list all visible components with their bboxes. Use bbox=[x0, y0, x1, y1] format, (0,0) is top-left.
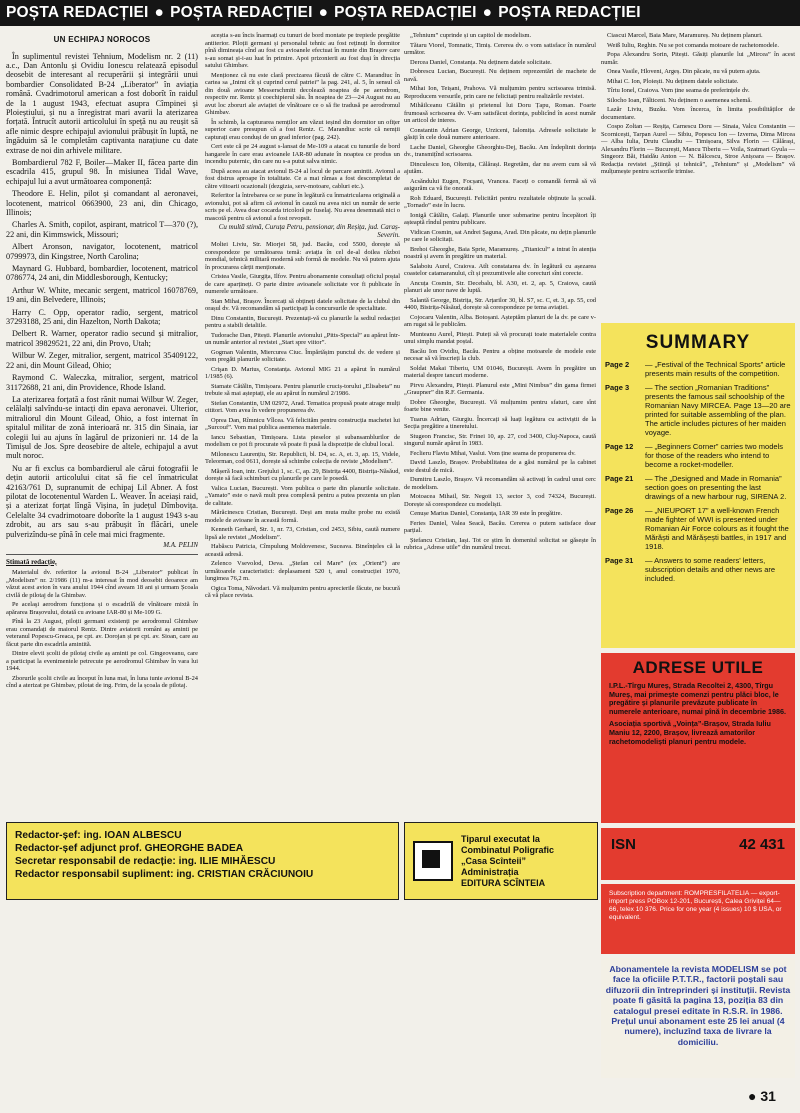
summary-page: Page 26 bbox=[605, 506, 634, 515]
reply-item: Zelenco Vsevolod, Deva. „Ștefan cel Mare” (ex „Orient”) are următoarele caracteristici: deplasament 520 t, anul construcției 1970, lungimea 76,2 m. bbox=[205, 560, 400, 582]
article-paragraph: Raymond C. Waleczka, mitralior, sergent, matricol 31172688, 21 ani, din Providence, Rhode Island. bbox=[6, 373, 198, 392]
article-body bbox=[6, 52, 198, 540]
reply-item: Ancuța Cosmin, Str. Decebalu, bl. A30, et. 2, ap. 5, Craiova, caută planuri ale unor nave de luptă. bbox=[404, 279, 596, 294]
printing-line: „Casa Scînteii” bbox=[461, 855, 527, 866]
reply-item: Munteanu Aurel, Pitești. Puteți să vă procurați toate materialele contra unui simplu mandat poștal. bbox=[404, 330, 596, 345]
article-paragraph: Wilbur W. Zeger, mitralior, sergent, matricol 35409122, 22 ani, din Mount Gilead, Ohio; bbox=[6, 351, 198, 370]
article-paragraph: Maynard G. Hubbard, bombardier, locotenent, matricol 0786774, 24 ani, din Middlesborough, Kentucky; bbox=[6, 264, 198, 283]
subscription-text: Subscription department: ROMPRESFILATELIA — export-import press POBox 12-201, București, Calea Griviței 64—66, telex 10 376. Price for one year (4 issues) 10 $ USA, or equivalent. bbox=[609, 890, 782, 921]
summary-item bbox=[605, 442, 791, 469]
letter-paragraph: Referitor la întrebarea ce se pune în legătură cu înmatricularea originală a avionului, pot să afirm că avionul în cauză nu avea nici un număr de serie scris pe el. Avea doar cocarda tricoloră pe fuselaj. Nu avea desemnată nici o mascotă pentru că avionul a fost revopsit. bbox=[205, 192, 400, 222]
printing-line: EDITURA SCÎNTEIA bbox=[461, 877, 546, 888]
reply-item: Stefan Constantin, UM 02972, Arad. Tematica propusă poate atrage mulți cititori. Vom avea în vedere propunerea dv. bbox=[205, 399, 400, 414]
page-number: ● 31 bbox=[748, 1088, 776, 1104]
reply-item: Dinculescu Ion, Oltenița, Călărași. Regretăm, dar nu avem cum să vă ajutăm. bbox=[404, 160, 596, 175]
reply-item: Kenneth Gerhard, Str. 1, nr. 73, Cristian, cod 2453, Sibiu, caută numere lipsă ale revistei „Modelism”. bbox=[205, 526, 400, 541]
credit-line: Redactor-șef adjunct prof. GHEORGHE BADEA bbox=[15, 843, 244, 854]
summary-box bbox=[601, 323, 795, 648]
reply-item: David Laszlo, Brașov. Probabilitatea de a găsi numărul pe la cabinet este destul de mică. bbox=[404, 459, 596, 474]
reply-item: Dobre Gheorghe, București. Vă mulțumim pentru sfaturi, care sînt foarte bine venite. bbox=[404, 398, 596, 413]
letter-paragraph: După aceea au atacat avionul B-24 al locul de parcare amintit. Avionul a fost distrus aproape în totalitate. Ce a mai rămas a fost descompletat de către viitoarii ocazionali (dezgizia, serv-motoare, cabluri etc.). bbox=[205, 167, 400, 190]
reply-item: Stan Mihai, Brașov. Încercați să obțineți datele solicitate de la clubul din orașul dv. Vă recomandăm să participați la concursurile de specialitate. bbox=[205, 297, 400, 312]
banner-text-2: POȘTA REDACȚIEI bbox=[170, 4, 313, 21]
article-paragraph: Theodore E. Helin, pilot și comandant al aeronavei, locotenent, matricol 0663900, 23 ani, din Chicago, Illinois; bbox=[6, 189, 198, 217]
letter-signature: Cu multă stimă, Curuța Petru, pensionar, din Reșița, jud. Caraș-Severin. bbox=[218, 223, 400, 239]
abonamente-text: Abonamentele la revista MODELISM se pot face la oficiile P.T.T.R., factorii poștali sau difuzorii din întreprinderi și instituții. Revista poate fi găsită la pagina 13, poziția 83 din catalogul presei editate în R.S.R. în 1986. Prețul unui abonament este 25 lei anual (4 numere), incluzînd taxa de livrare la domiciliu. bbox=[605, 964, 791, 1047]
reply-item: Tuarus Adrian, Giurgiu. Încercați să luați legătura cu activiștii de la Secția pregătire a tineretului. bbox=[404, 415, 596, 430]
reply-item: Mihai C. Ion, Ploiești. Nu deținem datele solicitate. bbox=[607, 77, 739, 85]
letter-paragraph: Pînă la 23 August, piloții germani existenți pe aerodromul Ghimbav erau comandați de maiorul Rentz. Dintre aviatorii români aș aminti pe veteranul Popescu-Greaca, pe cpt. av. Dorojan și pe cpt. av. Sioan, care au făcut parte din escadrila amintită. bbox=[6, 618, 198, 648]
column-article bbox=[6, 32, 198, 817]
summary-text: — „Beginners Corner” carries two models for those of the readers who intend to become a rocket-modeller. bbox=[645, 442, 783, 469]
summary-title: SUMMARY bbox=[645, 332, 751, 353]
article-paragraph: În suplimentul revistei Tehnium, Modelism nr. 2 (11) a.c., Dan Antonlu și Ovidiu Ionescu relatează episodul deosebit de interesant al recuperării și integrării unui bombardier Consolidated B-24 „Liberator” în aviația română. Cvadrimotorul american a fost doborît în raidul de la 1 august 1943, efectuat asupra Cîmpinei și Ploieștiului, și nu a înregistrat mari avarii la aterizarea forțată. Întrucît autorii articolului în speță nu au reușit să afle nimic despre echipajul avionului prăbușit în luptă, ne îngăduim să le completăm captivanta narațiune cu date extrase de noi din arhivele militare. bbox=[6, 51, 198, 155]
reply-item: Silocho Ioan, Fălticeni. Nu deținem o asemenea schemă. bbox=[607, 96, 752, 104]
page-number-value: 31 bbox=[760, 1088, 776, 1104]
editorial-credits bbox=[6, 822, 399, 900]
reply-item: Dobrescu Lucian, București. Nu deținem reprezentări de machete de navă. bbox=[404, 68, 596, 83]
banner-text-3: POȘTA REDACȚIEI bbox=[334, 4, 477, 21]
reply-item: Cojocaru Valentin, Alba. Botoșani. Așteptăm planuri de la dv. pe care v-am rugat să le publicăm. bbox=[404, 313, 596, 328]
reply-item: Lache Daniel, Gheorghe Gheorghiu-Dej, Bacău. Am îndeplinit dorința dv., transmițînd scrisoarea. bbox=[404, 143, 596, 158]
reply-item: Valica Lucian, București. Vom publica o parte din planurile solicitate. „Yamato” este o navă mult prea complexă pentru a putea prezenta un plan de calitate. bbox=[205, 484, 400, 507]
reply-item: Bacău Ion Ovidiu, Bacău. Pentru a obține motoarele de modele este necesar să vă înscrieți la club. bbox=[404, 347, 596, 362]
summary-page: Page 21 bbox=[605, 474, 634, 483]
issn-number: 42 431 bbox=[739, 836, 785, 853]
reply-item: Crişan D. Marius, Constanța. Avionul MIG 21 a apărut în numărul 1/1985 (6). bbox=[205, 365, 400, 380]
reply-item: Iancu Sebastian, Timișoara. Lista pieselor și subansamblurilor de modelism ce pot fi procurate vă poate fi pusă la dispoziție de clubul local. bbox=[205, 433, 400, 448]
reply-item: Tătaru Viorel, Tomnatic, Timiș. Cererea dv. o vom satisface în numărul următor. bbox=[404, 41, 596, 56]
summary-page: Page 31 bbox=[605, 556, 634, 565]
article-paragraph: Charles A. Smith, copilot, aspirant, matricol T—370 (?), 22 ani, din Kimmswick, Missouri; bbox=[6, 220, 198, 239]
reply-item: Gogman Valentin, Miercurea Ciuc. Împărtășim punctul dv. de vedere și vom pregăti planurile solicitate. bbox=[205, 348, 400, 363]
adrese-utile-box bbox=[601, 653, 795, 823]
adrese-title: ADRESE UTILE bbox=[632, 658, 764, 677]
printing-line: Administrația bbox=[461, 866, 519, 877]
article-paragraph: Bombardierul 782 F, Boiler—Maker II, făcea parte din escadrila 415, grupul 98. În misiunea Tidal Wave, echipajul lui a avut următoarea componență: bbox=[6, 157, 198, 186]
letter-paragraph: În schimb, la capturarea nemților am văzut ieșind din dormitor un ofițer superior care presupun că a fost Rentz. C. Marandiuc scrie că nemții capturați erau conduși de un grad inferior (pag. 242). bbox=[205, 118, 400, 141]
reply-item: Moltei Liviu, Str. Miorjei 58, jud. Bacău, cod 5500, dorește să corespondeze pe următoarea temă: aviația în cel de-al doilea război mondial, tehnică militară modernă sub formă de modele. Nu vă putem ajuta în procurarea cărții menționate. bbox=[205, 241, 400, 271]
reply-item: Roh Eduard, București. Felicitări pentru rezultatele obținute la școală. „Tornado” este în lucru. bbox=[404, 194, 596, 209]
summary-page: Page 12 bbox=[605, 442, 634, 451]
credit-line: Redactor-șef: ing. IOAN ALBESCU bbox=[15, 830, 182, 841]
reply-item: Feclieru Flaviu Mihai, Vaslui. Vom ține seama de propunerea dv. bbox=[410, 449, 576, 457]
reply-item: Dercea Daniel, Constanța. Nu deținem datele solicitate. bbox=[410, 58, 552, 66]
article-paragraph: Albert Aronson, navigator, locotenent, matricol 0799973, din Kingstree, North Carolina; bbox=[6, 242, 198, 261]
column-letters-4 bbox=[601, 32, 795, 350]
banner-header bbox=[0, 0, 800, 26]
summary-text: — Answers to some readers' letters, subscription details and other news are included. bbox=[645, 556, 776, 583]
adrese-body: I.P.L.-Tîrgu Mureș, Strada Recoltei 2, 4300, Tîrgu Mureș, mai primește comenzi pentru plăci bloc, le pregătire și planurile prevăzute publicate în numerele anterioare, numai pînă în decembrie 1986. bbox=[609, 681, 786, 716]
reply-item: Dumitru Laszlo, Brașov. Vă recomandăm să activați în cadrul unui cerc de modelism. bbox=[404, 476, 596, 491]
summary-text: — The „Designed and Made in Romania” section goes on presenting the last drawings of a new harbour rug, SIRENA 2. bbox=[645, 474, 787, 501]
reply-item: Cristea Vasile, Giurgița, Ilfov. Pentru abonamente consultați oficiul poștal de care aparțineți. O parte dintre avioanele solicitate vor fi publicate în numerele următoare. bbox=[205, 273, 400, 295]
reply-item: Ștefancu Cristian, Iași. Tot ce știm în domeniul solicitat se găsește în rubrica „Adrese utile” din numărul trecut. bbox=[404, 536, 596, 551]
summary-list bbox=[605, 360, 791, 583]
reply-item: Ogica Toma, Năvodari. Vă mulțumim pentru aprecierile făcute, ne bucură că vă place revista. bbox=[205, 584, 400, 599]
subscription-box bbox=[601, 884, 795, 954]
article-paragraph: Nu ar fi exclus ca bombardierul ale cărui fotografii le dețin autorii articolului citat să fie cel înmatriculat 42163/761 D, supranumit de echipaj Lil Abner. A fost pilotat de locotenentul Warden L. Weaver. În aceiași raid, și a aterizat forțat lîngă Vișina, în județul Dîmbovița. Celelalte 34 cvadrimotoare doborîte la 1 august 1943 s-au zdrobit, au ars sau s-au prăbușit în flăcări, unele pulverizîndu-se pînă în cele mai mici fragmente. bbox=[6, 463, 198, 539]
summary-text: — The section „Romanian Traditions” presents the famous sail schoolship of the Romanian Navy MIRCEA. Page 13—20 are printed for suitable assembling of the plan. The article includes pictures of her maiden voyage. bbox=[645, 383, 791, 437]
adrese-body: Asociația sportivă „Voința”-Brașov, Strada Iuliu Maniu 12, 2200, Brașov, livrează amatorilor rachetomodeliști planuri pentru modele. bbox=[609, 719, 771, 746]
reply-item: Tudorache Dan, Pitești. Planurile avionului „Pitts-Special” au apărut într-un număr anterior al revistei „Start spre viitor”. bbox=[205, 331, 400, 346]
divider bbox=[6, 554, 198, 555]
banner-text-4: POȘTA REDACȚIEI bbox=[498, 4, 641, 21]
reply-item: Salaboiu Aurel, Craiova. Atît constatarea dv. în legătură cu așezarea coastelor catamaranului, cît și prezumtivele alte corecturi sînt corecte. bbox=[404, 262, 596, 277]
reply-item: Lazăr Liviu, Buzău. Vom încerca, în limita posibilităților de documentare. bbox=[601, 106, 795, 121]
article-signature: M.A. PELIN bbox=[163, 541, 198, 549]
article-paragraph: Harry C. Opp, operator radio, sergent, matricol 37293188, 25 ani, din Hazelton, North Dakota; bbox=[6, 307, 198, 327]
article-paragraph: La aterizarea forțată a fost rănit numai Wilbur W. Zeger, celălalți salvîndu-se intacți din epava aeronavei. Ulterior, mitraliorul din Mount Gilead, Ohio, a fost internat în spitalul militar de zonă interioară nr. 315 din Sinaia, iar colegii lui au ajuns în lagărul de prizonieri nr. 14 de la Timișul de Jos. Spre deosebire de altele, echipajul a avut mult noroc. bbox=[6, 394, 198, 461]
credit-line: Secretar responsabil de redacție: ing. ILIE MIHĂESCU bbox=[15, 856, 276, 867]
letter-paragraph: aceștia s-au încis înarmați cu tunuri de bord montate pe trepiede pregătite antiterior. Piloții germani și personalul tehnic au fost reținuți în dormitor pînă dimineața cînd au fost cu avioanele efectuat în munte din Brașov care s-au somat și-i-au luat în primire. Apoi prizonierii au fost duși în direcția satului Ghimbav. bbox=[205, 32, 400, 69]
reply-item: Mășeră Ioan, intr. Grejului 1, sc. C, ap. 29, Bistrița 4400, Bistrița-Năsăud, dorește să facă schimburi cu planurile pe care le posedă. bbox=[205, 467, 400, 482]
reply-item: Mihai Ion, Teișani, Prahova. Vă mulțumim pentru scrisoarea trimisă. Reproducem versurile, prin care ne felicitați pentru realizările revistei. bbox=[404, 85, 596, 100]
reply-item: Dinu Constantin, București. Prezentați-vă cu planurile la sediul redacției pentru a stabili detaliile. bbox=[205, 314, 400, 329]
summary-page: Page 3 bbox=[605, 383, 630, 392]
reply-item: Stamate Cătălin, Timișoara. Pentru planurile cruciș-torului „Elisabeta” nu trebuie să mai așteptați, ele au apărut în numărul 2/1986. bbox=[205, 382, 400, 397]
reply-item: Motoacea Mihail, Str. Negoii 13, sector 3, cod 74324, București. Dorește să corespondeze cu modeliști. bbox=[404, 493, 596, 508]
reply-item: Tîrtu Ionel, Craiova. Vom ține seama de preferințele dv. bbox=[607, 87, 750, 94]
column-letters-3 bbox=[404, 32, 596, 817]
reply-item: „Tehnium” cuprinde și un capitol de modelism. bbox=[410, 32, 532, 39]
reply-item: Cenușe Marius Daniel, Constanța, IAR 39 este în pregătire. bbox=[410, 510, 563, 517]
reply-item: Mărăcinescu Cristian, București. Deși am muta multe probe nu există modele de avioane în această formă. bbox=[205, 509, 400, 524]
reply-item: Acsăndului Eugen, Focșani, Vrancea. Faceți o comandă fermă să vă asigurăm ca vă fie onorată. bbox=[404, 177, 596, 192]
issn-box bbox=[601, 828, 795, 880]
reply-item: Constantin Adrian George, Urziceni, Ialomița. Adresele solicitate le găsiți în cele două numere anterioare. bbox=[404, 126, 596, 141]
summary-item bbox=[605, 474, 791, 501]
banner-text-1: POȘTA REDACȚIEI bbox=[6, 4, 149, 21]
printing-line: Combinatul Poligrafic bbox=[461, 844, 555, 855]
summary-item bbox=[605, 556, 791, 583]
printing-box bbox=[404, 822, 598, 900]
reply-item: Oprea Dan, Rîmnicu Vîlcea. Vă felicităm pentru construcția machetei lui „Surcouf”. Vom mai publica asemenea materiale. bbox=[205, 416, 400, 431]
letter-paragraph: Cert este că pe 24 august s-lansat de Me-109 a atacat cu tunurile de bord hangarele în care erau avioanele IAR-80 adunate în noaptea ce produs un incendiu puternic, din care nu s-a putut salva nimic. bbox=[205, 143, 400, 165]
column-letters-2 bbox=[205, 32, 400, 817]
reply-item: Feries Daniel, Valea Seacă, Bacău. Cererea o putem satisface doar parțial. bbox=[404, 519, 596, 534]
reply-item: Weiß Iuliu, Reghin. Nu se pot comanda motoare de rachetomodele. bbox=[607, 41, 779, 49]
summary-item bbox=[605, 360, 791, 378]
reply-item: Stugeon Francisc, Str. Frinei 10, ap. 27, cod 3400, Cluj-Napoca, caută singurul număr apărut în 1983. bbox=[404, 432, 596, 447]
reply-item: Onea Vasile, Hloveni, Argeș. Din păcate, nu vă putem ajuta. bbox=[607, 68, 761, 75]
letter-heading: Stimată redacție, bbox=[6, 557, 57, 566]
article-paragraph: Arthur W. White, mecanic sergent, matricol 16078769, 19 ani, din Belvedere, Illinois; bbox=[6, 285, 198, 305]
letter-paragraph: Dintre elevii școlii de pilotaj civile aș aminti pe col. Gingeoveanu, care a participat la evenimentele petrecute pe aerodromul Ghimbav în vara lui 1944. bbox=[6, 650, 198, 672]
article-paragraph: Delbert R. Warner, operator radio secund și mitralior, matricol 39829521, 22 ani, din Provo, Utah; bbox=[6, 329, 198, 348]
summary-text: — „NIEUPORT 17” a well-known French made fighter of WWI is presented under Romanian Air Force colours as it fought the Mărăști and Mărășești battles, in 1917 and 1918. bbox=[645, 506, 789, 551]
banner-bullet-icon: ● bbox=[482, 4, 493, 21]
summary-text: — „Festival of the Technical Sports” article presents main results of the competition. bbox=[645, 360, 786, 378]
letter-paragraph: Materialul dv. referitor la avionul B-24 „Liberator” publicat în „Modelism” nr. 2/1986 (11) m-a interesat în mod deosebit deoarece am văzut acest avion în vara anului 1944 cînd aveam 18 ani și urmam Școala civilă de pilotaj de la Ghimbav. bbox=[6, 569, 198, 599]
reply-item: Popa Alexandru Sorin, Pitești. Găsiți planurile lui „Mircea” în acest număr. bbox=[601, 51, 795, 66]
reply-item: Ciascui Marcel, Baia Mare, Maramureș. Nu deținem planuri. bbox=[607, 32, 763, 39]
summary-item bbox=[605, 506, 791, 551]
banner-bullet-icon: ● bbox=[154, 4, 165, 21]
reply-item: Habăscu Patricia, Cîmpulung Moldovenesc, Suceava. Bineînțeles că la această adresă. bbox=[205, 543, 400, 558]
reply-item: Cospo Zoltan — Reșița, Carnescu Doru — Sinaia, Valcu Constantin — Scornicești, Tarpan Aurel — Sibiu, Popescu Ion — Izverna, Dima Mircea — Alba Iulia, Drutu Claudiu — Timișoara, Silva Florin — Călărași, Alexandru Florin — București, Mancu Tiberiu — Voila, Szatmari Gyula — Singeorz Băi, Haidău Anton — N. Bălcescu, Stroe Anișoara — Brașov. Redacția revistei „Știință și tehnică”, „Tehnium” și „Modelism” vă mulțumește pentru scrisorile trimise. bbox=[601, 123, 795, 175]
reply-item: Ionigă Cătălin, Galați. Planurile unor submarine pentru începători îți așteaptă rîndul pentru publicare. bbox=[404, 211, 596, 226]
reply-item: Brehoi Gheorghe, Baia Sprie, Maramureș. „Titanicul” a intrat în atenția noastră și avem în pregătire un material. bbox=[404, 245, 596, 260]
summary-item bbox=[605, 383, 791, 437]
reply-item: Milonescu Laurențiu, Str. Republicii, bl. D4, sc. A, et. 3, ap. 15, Videle, Teleorman, cod 0611, dorește să schimbe colecția de reviste „Modelism”. bbox=[205, 450, 400, 465]
printing-text bbox=[461, 834, 554, 889]
letter-paragraph: Menționez că nu este clară precizarea făcută de către C. Marandiuc în cartea sa „Inimi cît și cuprind cerul patriei” la pag. 241, al. 5, în sensul că din două avioane Messerschmitt decolează noaptea de pe aerodrom, respectiv mr. Rentz și coechipierul său. În noaptea de 23—24 August nu au avut loc zboruri ale aviației de vînătoare ce o să fie tradusă pe aerodromul Ghimbav. bbox=[205, 71, 400, 116]
reply-item: Salantă George, Bistrița, Str. Arțarilor 30, bl. S7, sc. C, et. 3, ap. 55, cod 4400, Bistrița-Năsăud, dorește să corespondeze pe tema aviației. bbox=[404, 296, 596, 311]
printer-logo-icon bbox=[413, 841, 453, 881]
credit-line: Redactor responsabil supliment: ing. CRISTIAN CRĂCIUNOIU bbox=[15, 869, 314, 880]
reply-item: Soldat Makai Tiberiu, UM 01046, București. Avem în pregătire un material despre tancuri moderne. bbox=[404, 364, 596, 379]
summary-page: Page 2 bbox=[605, 360, 630, 369]
reply-item: Mihăilceanu Cătălin și prietenul lui Doru Țapu, Roman. Foarte frumoasă scrisoarea dv. V-am satisfăcut dorința, publicînd în acest număr un articol de interes. bbox=[404, 102, 596, 124]
printing-line: Tiparul executat la bbox=[461, 833, 540, 844]
issn-label: ISN bbox=[611, 836, 637, 853]
abonamente-notice bbox=[601, 958, 795, 1078]
reply-item: Vidican Cosmin, sat Andrei Șaguna, Arad. Din păcate, nu dețin planurile pe care le solicitați. bbox=[404, 228, 596, 243]
letter-paragraph: Zborurile școlii civile au început în luna mai, în luna iunie avionul B-24 cînd a aterizat pe Ghimbav, pilotat de ing. Frim, de la școala de pilotaj. bbox=[6, 674, 198, 689]
article-title: UN ECHIPAJ NOROCOS bbox=[53, 35, 151, 44]
letter-paragraph: Pe acelaşi aerodrom funcționa și o escadrilă de vînătoare mixtă în apărarea Brașovului, dotată cu avioane IAR-80 și Me-109 G. bbox=[6, 601, 198, 616]
banner-bullet-icon: ● bbox=[318, 4, 329, 21]
reply-item: Pirvu Alexandru, Pitești. Planurul este „Mini Nimbus” din gama firmei „Graupner” din R.F. Germania. bbox=[404, 381, 596, 396]
